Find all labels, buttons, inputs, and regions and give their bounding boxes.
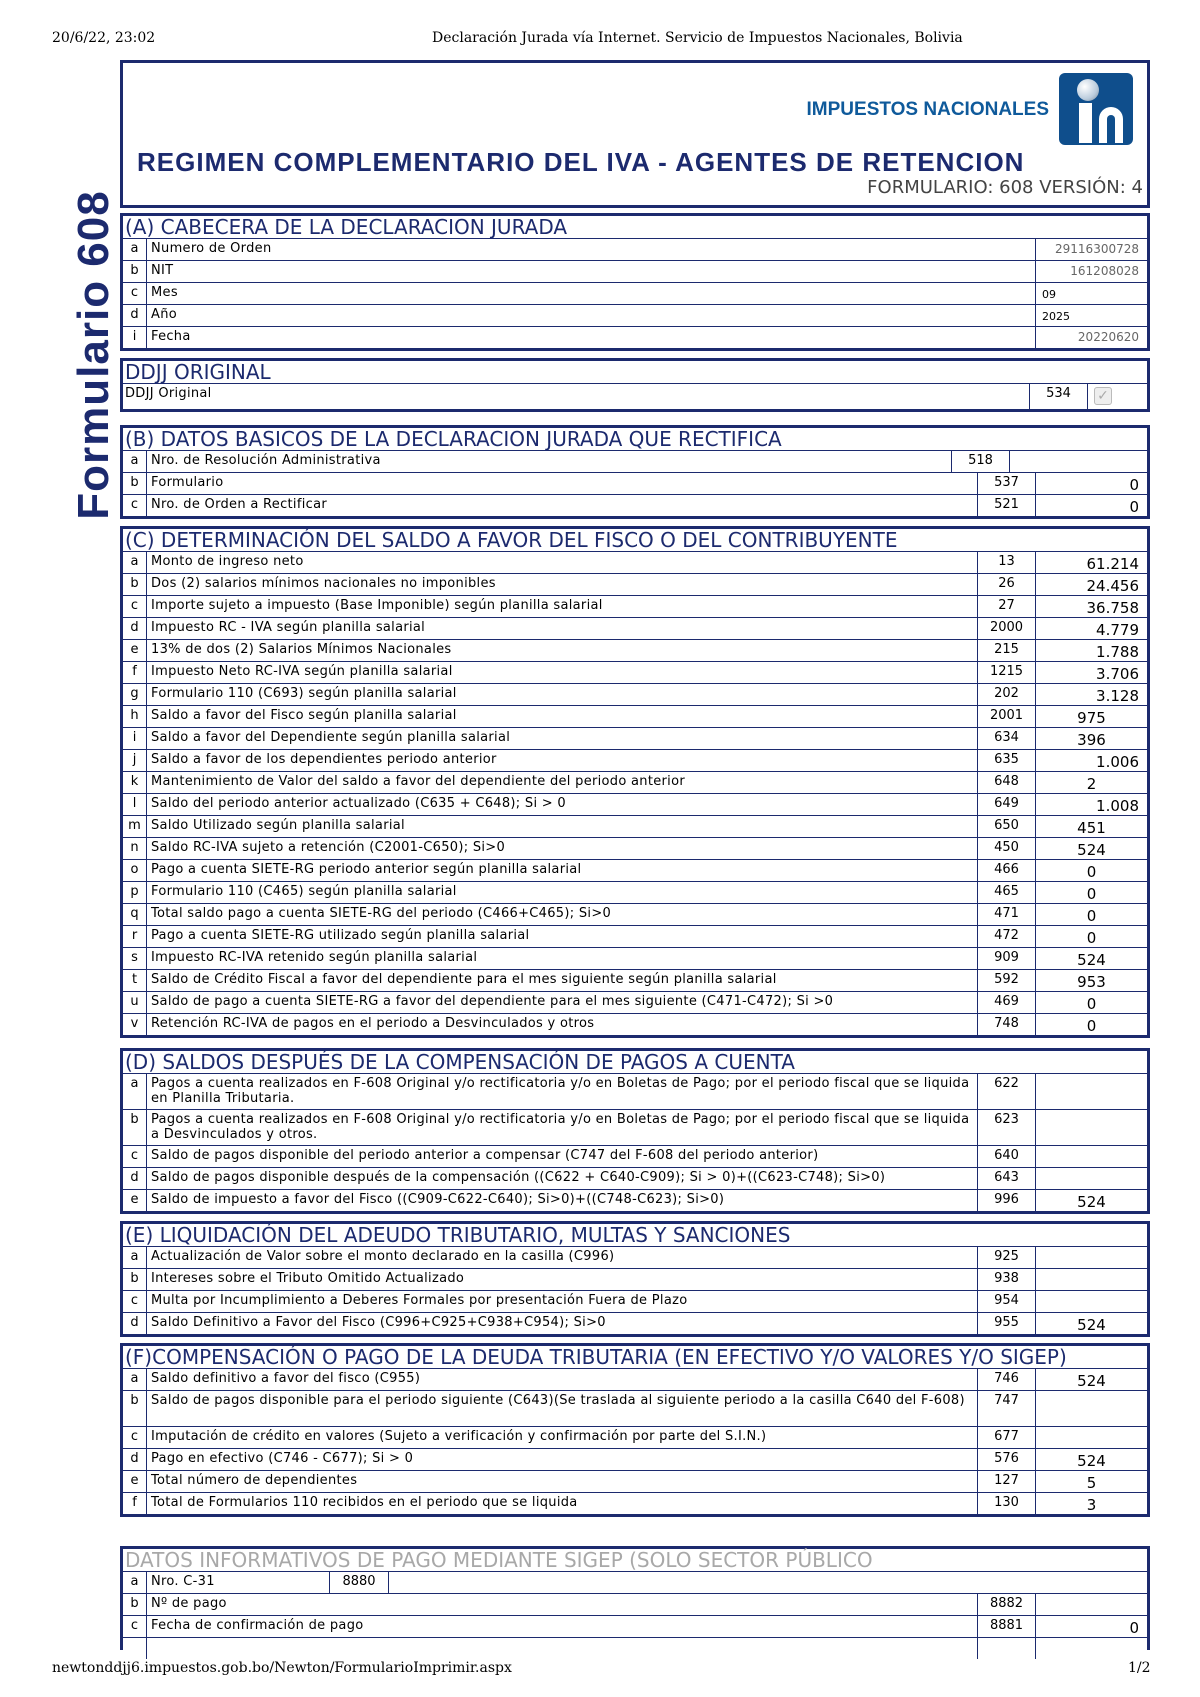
table-row — [123, 1312, 1147, 1334]
row-value: 524 — [1035, 838, 1147, 859]
row-letter: c — [123, 1291, 147, 1312]
row-label: Formulario 110 (C693) según planilla salarial — [151, 686, 457, 701]
table-row — [123, 383, 1147, 409]
table-row — [123, 1615, 1147, 1637]
row-label: Importe sujeto a impuesto (Base Imponible) según planilla salarial — [151, 598, 603, 613]
row-value — [1035, 1391, 1147, 1426]
table-row — [123, 1426, 1147, 1448]
row-label: Saldo a favor del Fisco según planilla salarial — [151, 708, 457, 723]
row-value: 524 — [1035, 1313, 1147, 1334]
row-label: Saldo de pagos disponible del periodo anterior a compensar (C747 del F-608 del periodo anterior) — [151, 1148, 819, 1163]
table-row — [123, 1073, 1147, 1109]
table-row — [123, 595, 1147, 617]
row-letter: f — [123, 1493, 147, 1514]
row-label: Impuesto Neto RC-IVA según planilla salarial — [151, 664, 453, 679]
row-value: 5 — [1035, 1471, 1147, 1492]
row-label: Pago en efectivo (C746 - C677); Si > 0 — [151, 1451, 414, 1466]
table-row — [123, 1109, 1147, 1145]
row-code: 746 — [977, 1369, 1035, 1390]
row-letter: m — [123, 816, 147, 837]
row-value: 0 — [1035, 1616, 1147, 1637]
row-value: 524 — [1035, 1190, 1147, 1211]
row-letter: i — [123, 327, 147, 348]
row-letter: h — [123, 706, 147, 727]
row-value: 0 — [1035, 1014, 1147, 1035]
row-code: 450 — [977, 838, 1035, 859]
row-code: 650 — [977, 816, 1035, 837]
table-row — [123, 551, 1147, 573]
row-code: 592 — [977, 970, 1035, 991]
row-value — [1035, 1110, 1147, 1145]
table-row — [123, 881, 1147, 903]
row-label: Actualización de Valor sobre el monto declarado en la casilla (C996) — [151, 1249, 615, 1264]
print-doc-title: Declaración Jurada vía Internet. Servicio de Impuestos Nacionales, Bolivia — [432, 30, 963, 46]
row-code: 2000 — [977, 618, 1035, 639]
row-value: 524 — [1035, 1369, 1147, 1390]
row-value: 2 — [1035, 772, 1147, 793]
row-label: Total número de dependientes — [151, 1473, 358, 1488]
row-letter: a — [123, 239, 147, 260]
row-code: 26 — [977, 574, 1035, 595]
row-value — [1035, 1146, 1147, 1167]
row-code: 643 — [977, 1168, 1035, 1189]
row-label: NIT — [151, 263, 174, 278]
row-code: 215 — [977, 640, 1035, 661]
brand-name: IMPUESTOS NACIONALES — [806, 99, 1049, 120]
section-a-title: (A) CABECERA DE LA DECLARACION JURADA — [125, 215, 568, 239]
table-row — [123, 837, 1147, 859]
table-row — [123, 771, 1147, 793]
row-label: Retención RC-IVA de pagos en el periodo a Desvinculados y otros — [151, 1016, 595, 1031]
mes-value: 09 — [1035, 283, 1147, 304]
section-f — [120, 1343, 1150, 1517]
row-letter: a — [123, 1369, 147, 1390]
row-label: Fecha — [151, 329, 191, 344]
row-code: 909 — [977, 948, 1035, 969]
row-code: 677 — [977, 1427, 1035, 1448]
row-label: Multa por Incumplimiento a Deberes Formales por presentación Fuera de Plazo — [151, 1293, 688, 1308]
row-label: Formulario 110 (C465) según planilla salarial — [151, 884, 457, 899]
row-value: 451 — [1035, 816, 1147, 837]
row-label: Mantenimiento de Valor del saldo a favor del dependiente del periodo anterior — [151, 774, 685, 789]
row-value — [1035, 1168, 1147, 1189]
row-code: 747 — [977, 1391, 1035, 1426]
table-row — [123, 661, 1147, 683]
table-row — [123, 749, 1147, 771]
section-d-title: (D) SALDOS DESPUÉS DE LA COMPENSACIÓN DE PAGOS A CUENTA — [125, 1050, 795, 1074]
table-row — [123, 903, 1147, 925]
row-letter: t — [123, 970, 147, 991]
row-label: Saldo de pagos disponible para el periodo siguiente (C643)(Se traslada al siguiente periodo a la casilla C640 del F-608) — [151, 1393, 965, 1408]
table-row — [123, 1167, 1147, 1189]
row-code: 466 — [977, 860, 1035, 881]
row-code: 8880 — [329, 1572, 389, 1593]
row-label: Nº de pago — [151, 1596, 227, 1611]
row-letter: e — [123, 640, 147, 661]
table-row — [123, 1145, 1147, 1167]
row-letter: q — [123, 904, 147, 925]
row-label: Pago a cuenta SIETE-RG periodo anterior según planilla salarial — [151, 862, 582, 877]
row-value: 3 — [1035, 1493, 1147, 1514]
row-value: 975 — [1035, 706, 1147, 727]
row-letter: p — [123, 882, 147, 903]
row-letter: u — [123, 992, 147, 1013]
table-row — [123, 969, 1147, 991]
ddjj-original-checkbox[interactable] — [1087, 384, 1147, 409]
row-letter: c — [123, 1146, 147, 1167]
table-row — [123, 472, 1147, 494]
print-datetime: 20/6/22, 23:02 — [52, 30, 156, 46]
table-row — [123, 705, 1147, 727]
row-letter: v — [123, 1014, 147, 1035]
table-row — [123, 238, 1147, 260]
row-letter: b — [123, 1594, 147, 1615]
row-letter: b — [123, 1110, 147, 1145]
table-row — [123, 282, 1147, 304]
section-sigep-title: DATOS INFORMATIVOS DE PAGO MEDIANTE SIGEP (SOLO SECTOR PÚBLICO — [125, 1548, 873, 1572]
table-row — [123, 1470, 1147, 1492]
row-value: 0 — [1035, 992, 1147, 1013]
row-code: 202 — [977, 684, 1035, 705]
row-label: Pagos a cuenta realizados en F-608 Original y/o rectificatoria y/o en Boletas de Pago; por el periodo fiscal que se liquida en Planilla Tributaria. — [151, 1076, 970, 1106]
row-value: 0 — [1035, 926, 1147, 947]
row-letter: a — [123, 1572, 147, 1593]
section-f-title: (F)COMPENSACIÓN O PAGO DE LA DEUDA TRIBUTARIA (EN EFECTIVO Y/O VALORES Y/O SIGEP) — [125, 1345, 1067, 1369]
row-label: Saldo de Crédito Fiscal a favor del dependiente para el mes siguiente según planilla salarial — [151, 972, 777, 987]
row-letter: b — [123, 473, 147, 494]
row-code: 8881 — [977, 1616, 1035, 1637]
section-c-rows — [123, 551, 1147, 1035]
table-row — [123, 1013, 1147, 1035]
section-e-title: (E) LIQUIDACIÓN DEL ADEUDO TRIBUTARIO, MULTAS Y SANCIONES — [125, 1223, 791, 1247]
row-value: 0 — [1035, 473, 1147, 494]
row-letter: d — [123, 305, 147, 326]
row-label: Imputación de crédito en valores (Sujeto a verificación y confirmación por parte del S.I.N.) — [151, 1429, 767, 1444]
row-value: 1.788 — [1035, 640, 1147, 661]
ddjj-code: 534 — [1029, 384, 1087, 409]
nit-value: 161208028 — [1035, 261, 1147, 282]
row-label: Pagos a cuenta realizados en F-608 Original y/o rectificatoria y/o en Boletas de Pago; por el periodo fiscal que se liquida a Desvinculados y otros. — [151, 1112, 970, 1142]
table-row — [123, 573, 1147, 595]
table-row — [123, 494, 1147, 516]
row-letter: b — [123, 1391, 147, 1426]
row-code: 127 — [977, 1471, 1035, 1492]
row-label: Saldo de pago a cuenta SIETE-RG a favor del dependiente para el mes siguiente (C471-C472); Si >0 — [151, 994, 834, 1009]
row-label: Saldo a favor de los dependientes periodo anterior — [151, 752, 497, 767]
table-row — [123, 1637, 1147, 1659]
table-row — [123, 1268, 1147, 1290]
section-sigep — [120, 1546, 1150, 1650]
row-letter: d — [123, 1168, 147, 1189]
ddjj-label: DDJJ Original — [125, 386, 212, 401]
row-label: Saldo de impuesto a favor del Fisco ((C909-C622-C640); Si>0)+((C748-C623); Si>0) — [151, 1192, 725, 1207]
table-row — [123, 1593, 1147, 1615]
row-value — [1009, 451, 1147, 472]
row-code: 471 — [977, 904, 1035, 925]
row-label: Nro. de Orden a Rectificar — [151, 497, 327, 512]
table-row — [123, 450, 1147, 472]
row-label: Total de Formularios 110 recibidos en el periodo que se liquida — [151, 1495, 578, 1510]
section-b — [120, 425, 1150, 519]
row-letter: b — [123, 574, 147, 595]
row-label: Numero de Orden — [151, 241, 272, 256]
row-code: 465 — [977, 882, 1035, 903]
table-row — [123, 1492, 1147, 1514]
row-label: Saldo Utilizado según planilla salarial — [151, 818, 405, 833]
row-letter: d — [123, 618, 147, 639]
row-code: 623 — [977, 1110, 1035, 1145]
row-letter: d — [123, 1449, 147, 1470]
row-code: 469 — [977, 992, 1035, 1013]
impuestos-logo-icon — [1059, 73, 1133, 145]
row-label: Nro. de Resolución Administrativa — [151, 453, 381, 468]
row-code: 27 — [977, 596, 1035, 617]
row-code: 13 — [977, 552, 1035, 573]
row-label: Saldo Definitivo a Favor del Fisco (C996+C925+C938+C954); Si>0 — [151, 1315, 606, 1330]
table-row — [123, 1290, 1147, 1312]
row-value — [1035, 1291, 1147, 1312]
section-e-rows — [123, 1246, 1147, 1334]
row-label: Impuesto RC - IVA según planilla salarial — [151, 620, 426, 635]
table-row — [123, 1246, 1147, 1268]
row-code: 518 — [951, 451, 1009, 472]
row-label: Formulario — [151, 475, 224, 490]
row-label: Impuesto RC-IVA retenido según planilla salarial — [151, 950, 478, 965]
row-letter: f — [123, 662, 147, 683]
section-e — [120, 1221, 1150, 1337]
row-label: Dos (2) salarios mínimos nacionales no imponibles — [151, 576, 496, 591]
row-letter: c — [123, 1427, 147, 1448]
row-value — [1035, 1074, 1147, 1109]
title-box — [120, 60, 1150, 208]
print-url: newtonddjj6.impuestos.gob.bo/Newton/FormularioImprimir.aspx — [52, 1660, 512, 1676]
table-row — [123, 1189, 1147, 1211]
row-value: 396 — [1035, 728, 1147, 749]
row-value — [1035, 1269, 1147, 1290]
row-code: 748 — [977, 1014, 1035, 1035]
row-letter: c — [123, 1616, 147, 1637]
ddjj-title: DDJJ ORIGINAL — [125, 360, 271, 384]
row-value: 524 — [1035, 948, 1147, 969]
row-letter: o — [123, 860, 147, 881]
row-letter: a — [123, 552, 147, 573]
row-letter: c — [123, 495, 147, 516]
row-label: Nro. C-31 — [151, 1574, 215, 1589]
row-letter: c — [123, 596, 147, 617]
row-label: Año — [151, 307, 177, 322]
section-b-title: (B) DATOS BASICOS DE LA DECLARACION JURADA QUE RECTIFICA — [125, 427, 782, 451]
section-f-rows — [123, 1368, 1147, 1514]
row-code: 640 — [977, 1146, 1035, 1167]
table-row — [123, 1368, 1147, 1390]
table-row — [123, 304, 1147, 326]
row-letter: n — [123, 838, 147, 859]
table-row — [123, 727, 1147, 749]
row-value: 3.706 — [1035, 662, 1147, 683]
row-label: 13% de dos (2) Salarios Mínimos Nacionales — [151, 642, 452, 657]
row-value — [1035, 1427, 1147, 1448]
anio-value: 2025 — [1035, 305, 1147, 326]
row-value: 4.779 — [1035, 618, 1147, 639]
table-row — [123, 326, 1147, 348]
row-letter: l — [123, 794, 147, 815]
row-letter: e — [123, 1471, 147, 1492]
page-title: REGIMEN COMPLEMENTARIO DEL IVA - AGENTES DE RETENCION — [137, 147, 1025, 177]
form-version: FORMULARIO: 608 VERSIÓN: 4 — [867, 177, 1143, 198]
row-label: Intereses sobre el Tributo Omitido Actualizado — [151, 1271, 465, 1286]
check-icon: ✓ — [1094, 387, 1112, 405]
section-d — [120, 1048, 1150, 1214]
row-value: 24.456 — [1035, 574, 1147, 595]
row-letter: a — [123, 1247, 147, 1268]
row-code: 649 — [977, 794, 1035, 815]
table-row — [123, 1448, 1147, 1470]
row-code: 648 — [977, 772, 1035, 793]
row-value: 953 — [1035, 970, 1147, 991]
row-code: 537 — [977, 473, 1035, 494]
row-label: Pago a cuenta SIETE-RG utilizado según planilla salarial — [151, 928, 530, 943]
row-value — [1035, 1247, 1147, 1268]
row-letter: a — [123, 451, 147, 472]
row-code: 472 — [977, 926, 1035, 947]
numero-orden-value: 29116300728 — [1035, 239, 1147, 260]
row-code: 521 — [977, 495, 1035, 516]
row-label: Saldo a favor del Dependiente según planilla salarial — [151, 730, 511, 745]
row-letter: k — [123, 772, 147, 793]
row-letter: s — [123, 948, 147, 969]
row-letter: g — [123, 684, 147, 705]
row-code: 938 — [977, 1269, 1035, 1290]
table-row — [123, 683, 1147, 705]
table-row — [123, 815, 1147, 837]
section-a — [120, 213, 1150, 351]
row-code: 576 — [977, 1449, 1035, 1470]
row-letter: r — [123, 926, 147, 947]
row-value: 36.758 — [1035, 596, 1147, 617]
row-value: 0 — [1035, 882, 1147, 903]
row-letter: i — [123, 728, 147, 749]
side-form-title: Formulario 608 — [69, 190, 118, 520]
page-number: 1/2 — [1128, 1660, 1151, 1676]
row-value: 0 — [1035, 860, 1147, 881]
table-row — [123, 947, 1147, 969]
table-row — [123, 1390, 1147, 1426]
fecha-value: 20220620 — [1035, 327, 1147, 348]
row-label: Saldo de pagos disponible después de la compensación ((C622 + C640-C909); Si > 0)+((C623-C748); Si>0) — [151, 1170, 886, 1185]
row-code: 955 — [977, 1313, 1035, 1334]
row-value — [1035, 1594, 1147, 1615]
row-letter: j — [123, 750, 147, 771]
row-code: 130 — [977, 1493, 1035, 1514]
table-row — [123, 991, 1147, 1013]
row-code: 634 — [977, 728, 1035, 749]
row-label: Fecha de confirmación de pago — [151, 1618, 364, 1633]
row-code: 996 — [977, 1190, 1035, 1211]
row-value: 3.128 — [1035, 684, 1147, 705]
row-letter: e — [123, 1190, 147, 1211]
row-value: 1.006 — [1035, 750, 1147, 771]
row-label: Total saldo pago a cuenta SIETE-RG del periodo (C466+C465); Si>0 — [151, 906, 612, 921]
table-row — [123, 639, 1147, 661]
row-value: 1.008 — [1035, 794, 1147, 815]
table-row — [123, 617, 1147, 639]
row-letter: c — [123, 283, 147, 304]
row-code: 954 — [977, 1291, 1035, 1312]
row-letter: b — [123, 1269, 147, 1290]
table-row — [123, 859, 1147, 881]
row-label: Saldo RC-IVA sujeto a retención (C2001-C650); Si>0 — [151, 840, 506, 855]
table-row — [123, 1571, 1147, 1593]
row-value: 61.214 — [1035, 552, 1147, 573]
row-label: Monto de ingreso neto — [151, 554, 304, 569]
row-label: Saldo definitivo a favor del fisco (C955) — [151, 1371, 421, 1386]
row-letter: b — [123, 261, 147, 282]
row-value: 0 — [1035, 495, 1147, 516]
row-letter: d — [123, 1313, 147, 1334]
row-letter: a — [123, 1074, 147, 1109]
section-ddjj — [120, 358, 1150, 412]
row-code: 8882 — [977, 1594, 1035, 1615]
table-row — [123, 793, 1147, 815]
row-code: 1215 — [977, 662, 1035, 683]
row-value: 524 — [1035, 1449, 1147, 1470]
table-row — [123, 925, 1147, 947]
table-row — [123, 260, 1147, 282]
row-code: 635 — [977, 750, 1035, 771]
row-value: 0 — [1035, 904, 1147, 925]
row-code: 2001 — [977, 706, 1035, 727]
row-code: 622 — [977, 1074, 1035, 1109]
section-c — [120, 526, 1150, 1038]
section-c-title: (C) DETERMINACIÓN DEL SALDO A FAVOR DEL FISCO O DEL CONTRIBUYENTE — [125, 528, 898, 552]
section-d-rows — [123, 1073, 1147, 1211]
row-label: Saldo del periodo anterior actualizado (C635 + C648); Si > 0 — [151, 796, 567, 811]
row-code: 925 — [977, 1247, 1035, 1268]
row-label: Mes — [151, 285, 178, 300]
